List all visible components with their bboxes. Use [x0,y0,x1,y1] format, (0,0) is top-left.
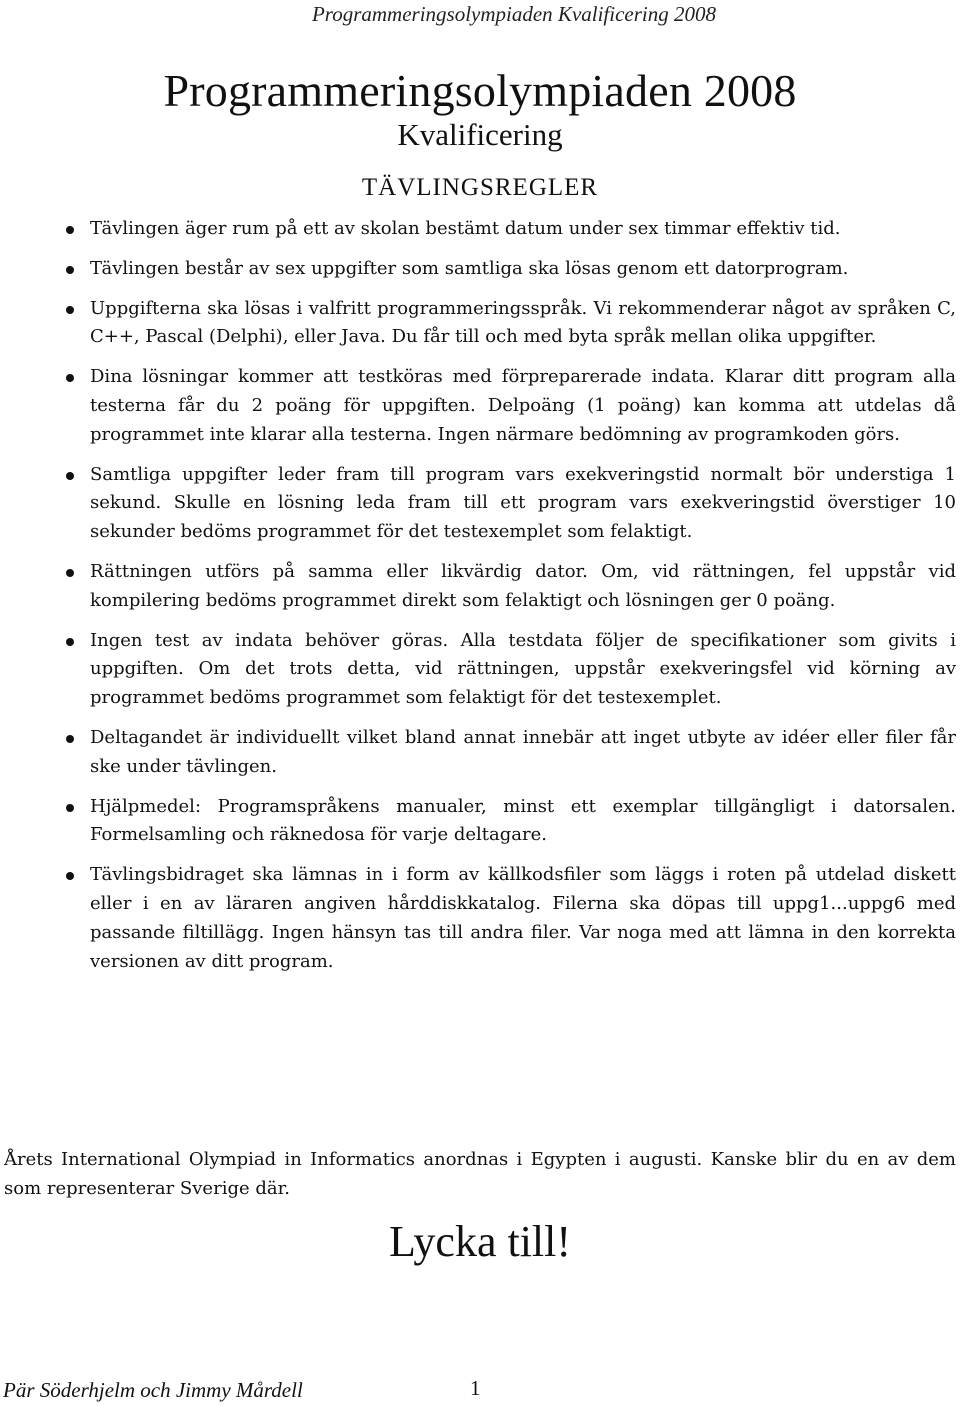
bullet-icon [66,735,74,743]
rule-text: Dina lösningar kommer att testköras med förpreparerade indata. Klarar ditt program alla testerna får du 2 poäng för uppgiften. Delpoäng (1 poäng) kan komma att utdelas då programmet inte klarar alla testerna. Ingen närmare bedömning av programkoden görs. [90,366,956,445]
rule-text: Deltagandet är individuellt vilket bland annat innebär att inget utbyte av idéer eller filer får ske under tävlingen. [90,726,956,777]
rule-text: Tävlingen består av sex uppgifter som samtliga ska lösas genom ett datorprogram. [90,257,849,279]
rule-item [90,363,956,449]
closing-paragraph: Årets International Olympiad in Informatics anordnas i Egypten i augusti. Kanske blir du en av dem som representerar Sverige där. [4,1149,956,1199]
bullet-icon [66,569,74,577]
bullet-icon [66,472,74,480]
rule-item [90,558,956,616]
bullet-icon [66,374,74,382]
rule-item [90,255,956,284]
bullet-icon [66,306,74,314]
page-number: 1 [470,1376,481,1400]
bullet-icon [66,226,74,234]
bullet-icon [66,872,74,880]
bullet-icon [66,266,74,274]
rule-text: Rättningen utförs på samma eller likvärdig dator. Om, vid rättningen, fel uppstår vid kompilering bedöms programmet direkt som felaktigt och lösningen ger 0 poäng. [90,560,956,611]
footer-authors: Pär Söderhjelm och Jimmy Mårdell [3,1378,303,1402]
rule-text: Ingen test av indata behöver göras. Alla testdata följer de specifikationer som givits i uppgiften. Om det trots detta, vid rättningen, uppstår exekveringsfel vid körning av programmet bedöms programmet som felaktigt för det testexemplet. [90,629,956,709]
rule-text: Tävlingen äger rum på ett av skolan bestämt datum under sex timmar effektiv tid. [90,218,841,239]
page-title: Programmeringsolympiaden 2008 [163,65,797,116]
rule-item [90,793,956,851]
rule-item [90,461,956,547]
good-luck-heading: Lycka till! [388,1217,572,1266]
rule-item [90,215,956,244]
section-title-text: TÄVLINGSREGLER [361,174,599,201]
running-header: Programmeringsolympiaden Kvalificering 2008 [311,2,716,26]
bullet-icon [66,638,74,646]
bullet-icon [66,804,74,812]
rule-text: Hjälpmedel: Programspråkens manualer, minst ett exemplar tillgängligt i datorsalen. Formelsamling och räknedosa för varje deltagare. [90,795,956,846]
rule-text: Tävlingsbidraget ska lämnas in i form av källkodsfiler som läggs i roten på utdelad diskett eller i en av läraren angiven hårddiskkatalog. Filerna ska döpas till uppg1...uppg6 med passande filtillägg. Ingen hänsyn tas till andra filer. Var noga med att lämna in den korrekta versionen av ditt program. [90,864,956,972]
rule-item [90,724,956,782]
rule-item [90,627,956,713]
section-title [0,174,960,202]
rule-item [90,295,956,353]
rule-item [90,861,956,976]
rules-list [90,215,956,987]
rule-text: Samtliga uppgifter leder fram till program vars exekveringstid normalt bör understiga 1 sekund. Skulle en lösning leda fram till ett program vars exekveringstid överstiger 10 sekunder bedöms programmet för det testexemplet som felaktigt. [90,463,956,543]
rule-text: Uppgifterna ska lösas i valfritt programmeringsspråk. Vi rekommenderar något av språken C, C++, Pascal (Delphi), eller Java. Du får till och med byta språk mellan olika uppgifter. [90,297,956,348]
page-subtitle: Kvalificering [397,117,563,152]
